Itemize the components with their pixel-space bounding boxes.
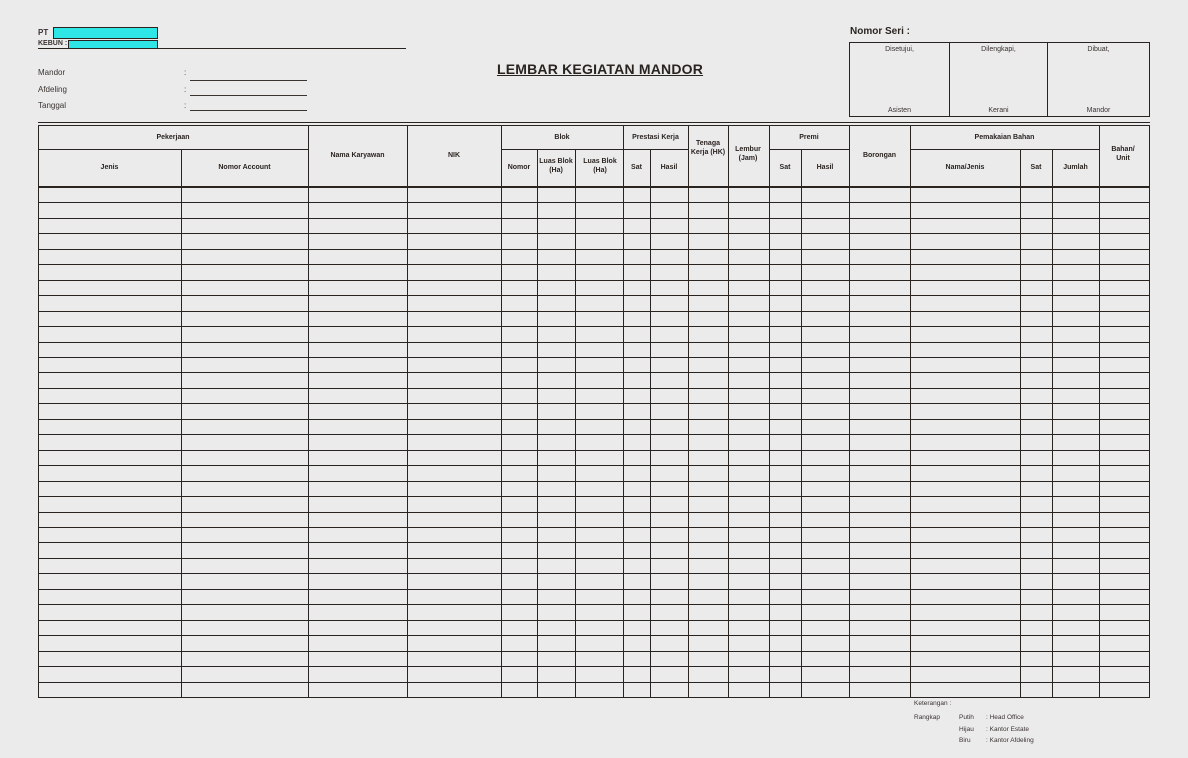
kebun-label: KEBUN : [38,40,68,47]
field-colon: : [184,85,187,94]
field-label-mandor: Mandor [38,68,66,77]
field-colon: : [184,68,187,77]
header-jumlah: Jumlah [1063,164,1088,171]
header-premi: Premi [799,134,819,141]
signature-asisten[interactable] [850,43,950,116]
copy-color: Putih [959,714,974,721]
signature-role-label: Asisten [888,107,911,114]
header-premi-sat: Sat [779,164,791,171]
copy-color: Biru [959,737,971,744]
table-body-grid[interactable] [38,187,1150,698]
header-prestasi-hasil: Hasil [660,164,678,171]
header-luas-blok: Luas Blok (Ha) [583,158,617,174]
field-label-afdeling: Afdeling [38,85,67,94]
header-nik: NIK [447,152,461,159]
signature-top-label: Dilengkapi, [981,46,1016,53]
signature-role-label: Kerani [988,107,1009,114]
header-blok-nomor: Nomor [507,164,531,171]
header-divider [38,48,406,49]
copy-destination: : Head Office [986,714,1024,721]
header-tenaga-kerja: Tenaga Kerja (HK) [690,140,726,156]
header-nomor-account: Nomor Account [218,164,271,171]
table-header [38,125,1150,187]
field-label-tanggal: Tanggal [38,101,67,110]
header-blok: Blok [554,134,570,141]
keterangan-label: Keterangan : [914,700,952,707]
header-prestasi-sat: Sat [631,164,642,171]
header-borongan: Borongan [862,152,897,159]
header-nama-karyawan: Nama Karyawan [330,152,385,159]
header-luas-blok: Luas Blok (Ha) [539,158,573,174]
pt-name-field[interactable] [53,27,158,39]
tanggal-input-line[interactable] [190,100,307,111]
header-pemakaian-bahan: Pemakaian Bahan [974,134,1035,141]
header-prestasi-kerja: Prestasi Kerja [632,134,679,141]
header-jenis: Jenis [100,164,119,171]
rangkap-label: Rangkap [914,714,941,721]
table-top-rule [38,122,1150,123]
nomor-seri-label: Nomor Seri : [850,26,911,37]
mandor-input-line[interactable] [190,69,307,81]
afdeling-input-line[interactable] [190,85,307,96]
header-bahan-sat: Sat [1030,164,1042,171]
header-premi-hasil: Hasil [816,164,834,171]
signature-top-label: Disetujui, [885,46,914,53]
signature-box [849,42,1150,117]
pt-label: PT [38,28,49,37]
header-pekerjaan: Pekerjaan [156,134,190,141]
header-nama-jenis: Nama/Jenis [945,164,985,171]
copy-destination: : Kantor Estate [986,726,1029,733]
copy-color: Hijau [959,726,974,733]
header-lembur: Lembur (Jam) [735,146,761,162]
signature-top-label: Dibuat, [1087,46,1110,53]
signature-mandor[interactable] [1048,43,1149,116]
form-title: LEMBAR KEGIATAN MANDOR [496,61,704,77]
signature-kerani[interactable] [950,43,1048,116]
field-colon: : [184,101,187,110]
signature-role-label: Mandor [1086,107,1111,114]
copy-destination: : Kantor Afdeling [986,737,1034,744]
header-bahan-unit: Bahan/ Unit [1111,146,1135,162]
